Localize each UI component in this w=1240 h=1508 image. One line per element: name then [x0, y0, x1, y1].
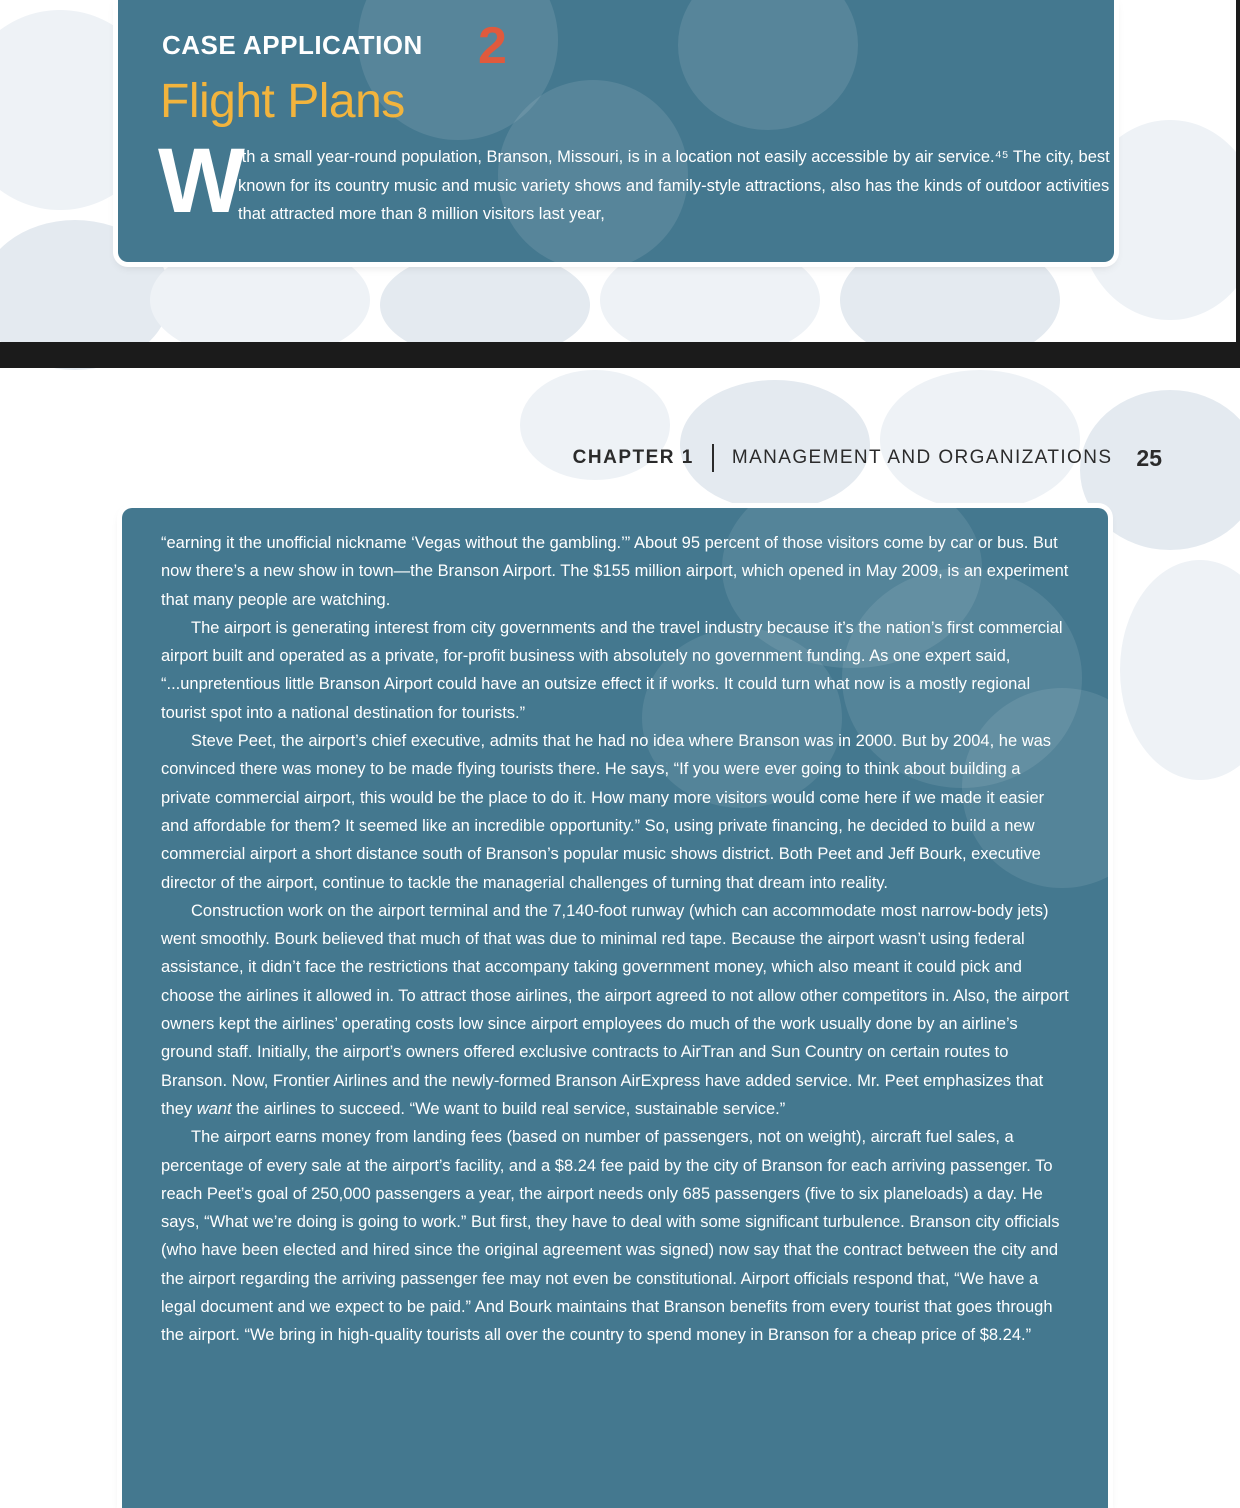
body-paragraph: The airport is generating interest from city governments and the travel industry because it’s the nation’s first commercial airport built and operated as a private, for-profit business with absolutely no government funding. As one expert said, “...unpretentious little Branson Airport could have an outsize effect it if works. It could turn what now is a mostly regional tourist spot into a national destination for tourists.” [161, 618, 1063, 722]
running-head [573, 444, 1162, 472]
case-application-box [118, 0, 1114, 262]
case-title: Flight Plans [160, 75, 405, 128]
drop-cap: W [158, 130, 245, 232]
intro-paragraph: ith a small year-round population, Branson, Missouri, is in a location not easily accessible by air service.⁴⁵ The city, best known for its country music and music variety shows and family-style attractions, also has the kinds of outdoor activities that attracted more than 8 million visitors last year, [238, 148, 1110, 223]
emphasized-word: want [196, 1099, 232, 1118]
paragraph-text: Construction work on the airport terminal and the 7,140-foot runway (which can accommodate most narrow-body jets) went smoothly. Bourk believed that much of that was due to minimal red tape. Because the airport wasn’t using federal assistance, it didn’t face the restrictions that accompany taking government money, which also meant it could pick and choose the airlines it allowed in. To attract those airlines, the airport agreed to not allow other competitors in. Also, the airport owners kept the airlines’ operating costs low since airport employees do much of the work usually done by an airline’s ground staff. Initially, the airport’s owners offered exclusive contracts to AirTran and Sun Country on certain routes to Branson. Now, Frontier Airlines and the newly-formed Branson AirExpress have added service. Mr. Peet emphasizes that they [161, 901, 1069, 1118]
case-label: CASE APPLICATION [162, 30, 423, 60]
page-divider [0, 342, 1240, 368]
case-body-box [122, 508, 1108, 1508]
page-number: 25 [1136, 444, 1162, 471]
case-number: 2 [478, 17, 507, 75]
divider [712, 444, 714, 472]
body-paragraph: “earning it the unofficial nickname ‘Vegas without the gambling.’” About 95 percent of those visitors come by car or bus. But now there’s a new show in town—the Branson Airport. The $155 million airport, which opened in May 2009, is an experiment that many people are watching. [161, 534, 1069, 609]
body-paragraph [161, 897, 1073, 1123]
chapter-title: MANAGEMENT AND ORGANIZATIONS [731, 447, 1113, 468]
decorative-circle [678, 0, 858, 130]
background-bubble [1120, 560, 1240, 780]
chapter-label: CHAPTER 1 [572, 447, 694, 468]
page-edge [1236, 0, 1240, 342]
case-body-text [161, 529, 1073, 1350]
body-paragraph: The airport earns money from landing fees (based on number of passengers, not on weight), aircraft fuel sales, a percentage of every sale at the airport’s facility, and a $8.24 fee paid by the city of Branson for each arriving passenger. To reach Peet’s goal of 250,000 passengers a year, the airport needs only 685 passengers (five to six planeloads) a day. He says, “What we’re doing is going to work.” But first, they have to deal with some significant turbulence. Branson city officials (who have been elected and hired since the original agreement was signed) now say that the contract between the city and the airport regarding the arriving passenger fee may not even be constitutional. Airport officials respond that, “We have a legal document and we expect to be paid.” And Bourk maintains that Branson benefits from every tourist that goes through the airport. “We bring in high-quality tourists all over the country to spend money in Branson for a cheap price of $8.24.” [161, 1128, 1060, 1345]
body-paragraph: Steve Peet, the airport’s chief executive, admits that he had no idea where Branson was in 2000. But by 2004, he was convinced there was money to be made flying tourists there. He says, “If you were ever going to think about building a private commercial airport, this would be the place to do it. How many more visitors would come here if we made it easier and affordable for them? It seemed like an incredible opportunity.” So, using private financing, he decided to build a new commercial airport a short distance south of Branson’s popular music shows district. Both Peet and Jeff Bourk, executive director of the airport, continue to tackle the managerial challenges of turning that dream into reality. [161, 732, 1052, 892]
background-bubble [880, 370, 1080, 510]
paragraph-text: the airlines to succeed. “We want to build real service, sustainable service.” [231, 1099, 786, 1118]
